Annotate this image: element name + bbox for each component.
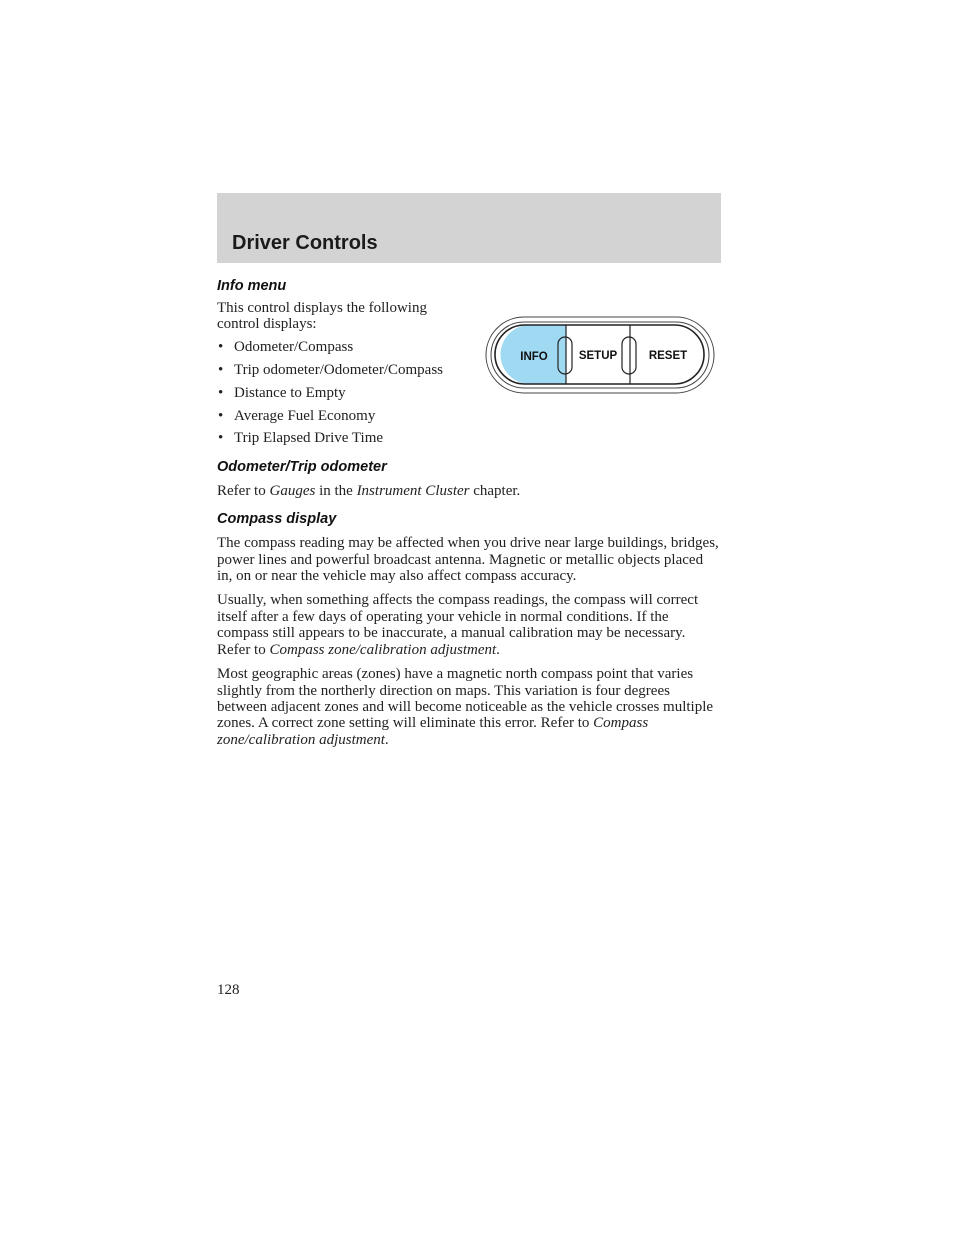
instrument-cluster-reference: Instrument Cluster [356,482,470,499]
compass-paragraph-3 [217,666,721,748]
info-button-label: INFO [520,351,548,363]
calibration-reference: Compass zone/calibration adjustment [217,715,649,748]
odometer-heading: Odometer/Trip odometer [217,458,387,475]
compass-paragraph-3-end: . [384,731,389,748]
info-setup-reset-button-illustration [484,316,716,396]
odometer-text-part: in the [315,482,357,499]
reset-button-label: RESET [648,350,688,362]
compass-paragraph-2-text: Usually, when something affects the compass readings, the compass will correct itself after a few days of operating your vehicle in normal conditions. If the compass still appears to be inaccurate, a manual calibration may be necessary. Refer to [217,592,699,658]
gauges-reference: Gauges [269,482,316,499]
odometer-text-part: Refer to [217,482,270,499]
compass-section [217,509,721,748]
list-item: • Odometer/Compass [217,339,721,355]
info-menu-heading: Info menu [217,278,287,294]
compass-paragraph-2-end: . [496,641,500,658]
compass-paragraph-3-text: Most geographic areas (zones) have a magnetic north compass point that varies slightly from the northerly direction on maps. This variation is four degrees between adjacent zones and will become noticeable as the vehicle crosses multiple zones. A correct zone setting will eliminate this error. Refer to [217,666,714,732]
setup-button-label: SETUP [578,350,618,362]
list-item: • Distance to Empty [217,385,721,401]
list-item: • Trip Elapsed Drive Time [217,430,721,446]
calibration-reference: Compass zone/calibration adjustment [269,641,497,658]
compass-paragraph-1: The compass reading may be affected when you drive near large buildings, bridges, power lines and powerful broadcast antenna. Magnetic or metallic objects placed in, on or near the vehicle may also affect compass accuracy. [217,535,719,585]
info-menu-intro: This control displays the following control displays: [217,300,427,333]
page-number: 128 [217,982,240,998]
list-item: • Trip odometer/Odometer/Compass [217,362,721,378]
section-header-band [217,193,721,263]
list-item: • Average Fuel Economy [217,408,721,424]
odometer-section [217,457,721,499]
compass-paragraph-2 [217,592,721,658]
compass-heading: Compass display [217,511,337,528]
section-title: Driver Controls [232,232,378,254]
odometer-text [217,483,721,499]
odometer-text-part: chapter. [469,482,521,499]
